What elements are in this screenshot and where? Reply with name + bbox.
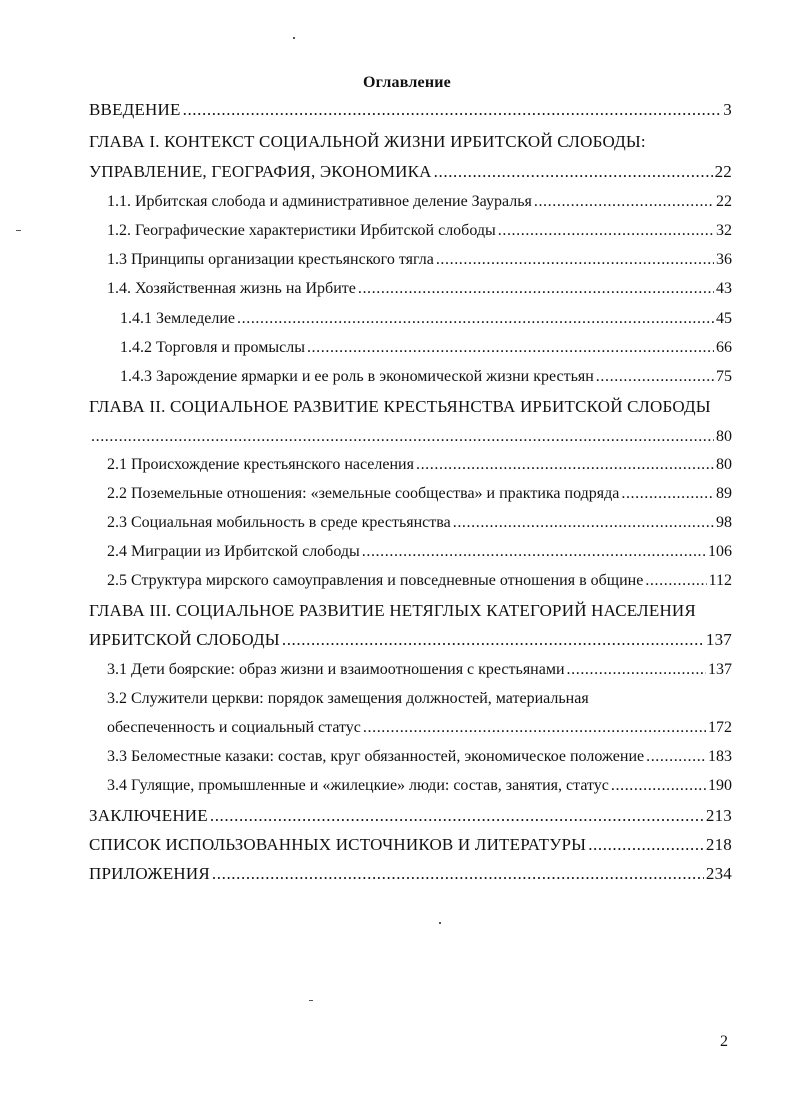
dot-leader [416,454,714,476]
toc-entry-bibliography[interactable] [89,834,732,856]
toc-entry-label: УПРАВЛЕНИЕ, ГЕОГРАФИЯ, ЭКОНОМИКА [89,162,432,181]
toc-entry-1-4-1[interactable] [120,308,732,330]
scan-speck [439,922,441,924]
toc-entry-2-2[interactable] [107,483,732,505]
dot-leader [210,805,704,827]
toc-entry-label: ГЛАВА I. КОНТЕКСТ СОЦИАЛЬНОЙ ЖИЗНИ ИРБИТСКОЙ СЛОБОДЫ: [89,132,646,151]
toc-entry-label: 3.4 Гулящие, промышленные и «жилецкие» люди: состав, занятия, статус [107,777,609,794]
toc-entry-page: 137 [705,630,732,649]
toc-entry-label: ВВЕДЕНИЕ [89,100,181,119]
toc-entry-1-4-2[interactable] [120,337,732,359]
dot-leader [91,426,714,448]
toc-entry-label: 3.2 Служители церкви: порядок замещения должностей, материальная [107,690,589,707]
dot-leader [358,278,714,300]
toc-entry-page: 218 [705,835,732,854]
toc-entry-page: 106 [708,543,732,560]
toc-entry-label: 2.4 Миграции из Ирбитской слободы [107,543,360,560]
toc-entry-page: 3 [723,100,732,119]
scan-speck [16,230,21,231]
toc-entry-page: 22 [714,162,732,181]
toc-entry-1-1[interactable] [107,191,732,213]
toc-entry-page: 80 [716,456,732,473]
toc-entry-page: 98 [716,514,732,531]
toc-entry-label: ГЛАВА II. СОЦИАЛЬНОЕ РАЗВИТИЕ КРЕСТЬЯНСТВА ИРБИТСКОЙ СЛОБОДЫ [89,397,711,416]
dot-leader [611,775,706,797]
dot-leader [436,249,714,271]
toc-entry-1-3[interactable] [107,249,732,271]
toc-entry-page: 75 [716,368,732,385]
toc-entry-2-4[interactable] [107,541,732,563]
toc-entry-3-2[interactable] [107,688,732,710]
toc-entry-page: 213 [705,806,732,825]
toc-entry-3-1[interactable] [107,659,732,681]
toc-entry-label: 1.4. Хозяйственная жизнь на Ирбите [107,280,356,297]
toc-entry-label: 2.1 Происхождение крестьянского населения [107,456,414,473]
toc-entry-page: 66 [716,339,732,356]
dot-leader [363,717,706,739]
toc-entry-label: ПРИЛОЖЕНИЯ [89,864,210,883]
scan-speck [309,1000,313,1001]
toc-entry-page: 43 [716,280,732,297]
toc-entry-introduction[interactable] [89,99,732,121]
toc-entry-label: 3.3 Беломестные казаки: состав, круг обязанностей, экономическое положение [107,748,645,765]
dot-leader [596,366,714,388]
dot-leader [567,659,706,681]
toc-entry-3-3[interactable] [107,746,732,768]
toc-entry-page: 112 [708,572,732,589]
toc-entry-label: 1.4.3 Зарождение ярмарки и ее роль в экономической жизни крестьян [120,368,594,385]
toc-entry-page: 22 [716,193,732,210]
toc-entry-chapter-1-cont[interactable] [89,161,732,183]
toc-entry-label: 2.5 Структура мирского самоуправления и повседневные отношения в общине [107,572,644,589]
dot-leader [621,483,714,505]
toc-entry-2-5[interactable] [107,570,732,592]
toc-entry-1-4-3[interactable] [120,366,732,388]
dot-leader [534,191,714,213]
toc-entry-label: ЗАКЛЮЧЕНИЕ [89,806,208,825]
toc-entry-page: 80 [716,428,732,445]
toc-entry-2-3[interactable] [107,512,732,534]
dot-leader [434,161,713,183]
toc-entry-label: 3.1 Дети боярские: образ жизни и взаимоотношения с крестьянами [107,661,565,678]
toc-entry-page: 172 [708,719,732,736]
toc-entry-label: 2.2 Поземельные отношения: «земельные сообщества» и практика подряда [107,485,620,502]
toc-entry-chapter-2[interactable] [89,396,732,418]
dot-leader [645,570,706,592]
toc-entry-label: 1.1. Ирбитская слобода и административное деление Зауралья [107,193,532,210]
toc-entry-page: 32 [716,222,732,239]
dot-leader [282,629,704,651]
toc-entry-page: 190 [708,777,732,794]
dot-leader [307,337,714,359]
toc-entry-page: 137 [708,661,732,678]
dot-leader [212,863,704,885]
toc-entry-conclusion[interactable] [89,805,732,827]
toc-entry-label: 1.4.1 Земледелие [120,310,236,327]
toc-title: Оглавление [363,74,451,91]
toc-entry-3-2-cont[interactable] [107,717,732,739]
toc-entry-label: 1.2. Географические характеристики Ирбитской слободы [107,222,496,239]
toc-entry-label: 1.3 Принципы организации крестьянского тягла [107,251,434,268]
toc-entry-chapter-3-cont[interactable] [89,629,732,651]
dot-leader [237,308,714,330]
toc-entry-label: ГЛАВА III. СОЦИАЛЬНОЕ РАЗВИТИЕ НЕТЯГЛЫХ КАТЕГОРИЙ НАСЕЛЕНИЯ [89,601,696,620]
toc-entry-page: 183 [708,748,732,765]
dot-leader [362,541,706,563]
page-number: 2 [720,1033,728,1050]
toc-entry-1-2[interactable] [107,220,732,242]
toc-entry-3-4[interactable] [107,775,732,797]
dot-leader [646,746,706,768]
toc-entry-page: 45 [716,310,732,327]
dot-leader [498,220,714,242]
toc-entry-label: 2.3 Социальная мобильность в среде крестьянства [107,514,451,531]
toc-entry-chapter-1[interactable] [89,131,732,153]
toc-entry-1-4[interactable] [107,278,732,300]
dot-leader [588,834,704,856]
toc-entry-label: 1.4.2 Торговля и промыслы [120,339,305,356]
toc-entry-page: 36 [716,251,732,268]
toc-entry-label: ИРБИТСКОЙ СЛОБОДЫ [89,630,280,649]
scan-speck [293,37,295,39]
toc-entry-page: 234 [705,864,732,883]
toc-entry-label: обеспеченность и социальный статус [107,719,361,736]
toc-entry-chapter-2-cont[interactable] [89,426,732,448]
toc-entry-chapter-3[interactable] [89,600,732,622]
toc-entry-2-1[interactable] [107,454,732,476]
dot-leader [453,512,714,534]
toc-entry-label: СПИСОК ИСПОЛЬЗОВАННЫХ ИСТОЧНИКОВ И ЛИТЕРАТУРЫ [89,835,587,854]
toc-entry-appendices[interactable] [89,863,732,885]
toc-entry-page: 89 [716,485,732,502]
dot-leader [183,99,722,121]
